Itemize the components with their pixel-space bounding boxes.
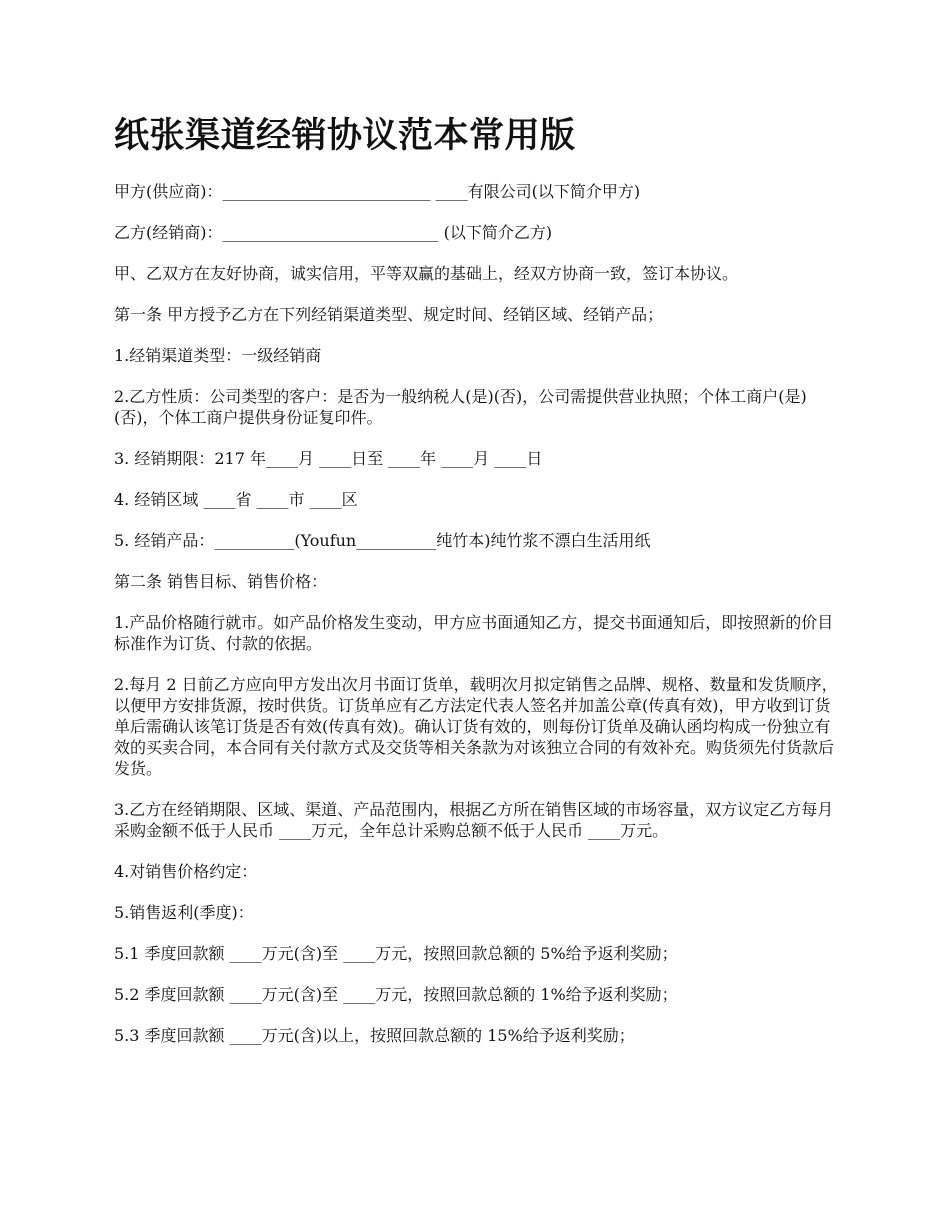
clause-2-2: 2.每月 2 日前乙方应向甲方发出次月书面订货单，载明次月拟定销售之品牌、规格、数量和发货顺序，以便甲方安排货源，按时供货。订货单应有乙方法定代表人签名并加盖公章(传真有效)，甲方收到订货单后需确认该笔订货是否有效(传真有效)。确认订货有效的，则每份订货单及确认函均构成一份独立有效的买卖合同，本合同有关付款方式及交货等相关条款为对该独立合同的有效补充。购货须先付货款后发货。: [114, 675, 838, 778]
document-page: [114, 112, 844, 1066]
intro-paragraph: 甲、乙双方在友好协商，诚实信用，平等双赢的基础上，经双方协商一致，签订本协议。: [114, 264, 739, 283]
clause-1-1: 1.经销渠道类型：一级经销商: [114, 346, 322, 365]
clause-2-5-3: 5.3 季度回款额 ____万元(含)以上，按照回款总额的 15%给予返利奖励；: [114, 1026, 635, 1045]
clause-2-1: 1.产品价格随行就市。如产品价格发生变动，甲方应书面通知乙方，提交书面通知后，即按照新的价目标准作为订货、付款的依据。: [114, 613, 834, 653]
clause-1-2: 2.乙方性质：公司类型的客户：是否为一般纳税人(是)(否)，公司需提供营业执照；个体工商户(是)(否)，个体工商户提供身份证复印件。: [114, 387, 807, 427]
document-title: 纸张渠道经销协议范本常用版: [114, 116, 576, 156]
clause-1-5: 5. 经销产品：__________(Youfun__________纯竹本)纯竹浆不漂白生活用纸: [114, 531, 651, 550]
party-a-line: 甲方(供应商)：__________________________ ____有限公司(以下简介甲方): [114, 182, 641, 201]
clause-2-5-1: 5.1 季度回款额 ____万元(含)至 ____万元，按照回款总额的 5%给予返利奖励；: [114, 944, 678, 963]
article-2-heading: 第二条 销售目标、销售价格：: [114, 572, 328, 591]
clause-2-5-2: 5.2 季度回款额 ____万元(含)至 ____万元，按照回款总额的 1%给予返利奖励；: [114, 985, 678, 1004]
clause-1-3: 3. 经销期限：217 年____月 ____日至 ____年 ____月 ____日: [114, 449, 543, 468]
party-b-line: 乙方(经销商)：___________________________ (以下简介乙方): [114, 223, 553, 242]
clause-2-4: 4.对销售价格约定：: [114, 862, 258, 881]
article-1-heading: 第一条 甲方授予乙方在下列经销渠道类型、规定时间、经销区域、经销产品；: [114, 305, 664, 324]
clause-1-4: 4. 经销区域 ____省 ____市 ____区: [114, 490, 358, 509]
clause-2-5: 5.销售返利(季度)：: [114, 903, 254, 922]
clause-2-3: 3.乙方在经销期限、区域、渠道、产品范围内，根据乙方所在销售区域的市场容量，双方议定乙方每月采购金额不低于人民币 ____万元，全年总计采购总额不低于人民币 ____万元。: [114, 800, 834, 840]
